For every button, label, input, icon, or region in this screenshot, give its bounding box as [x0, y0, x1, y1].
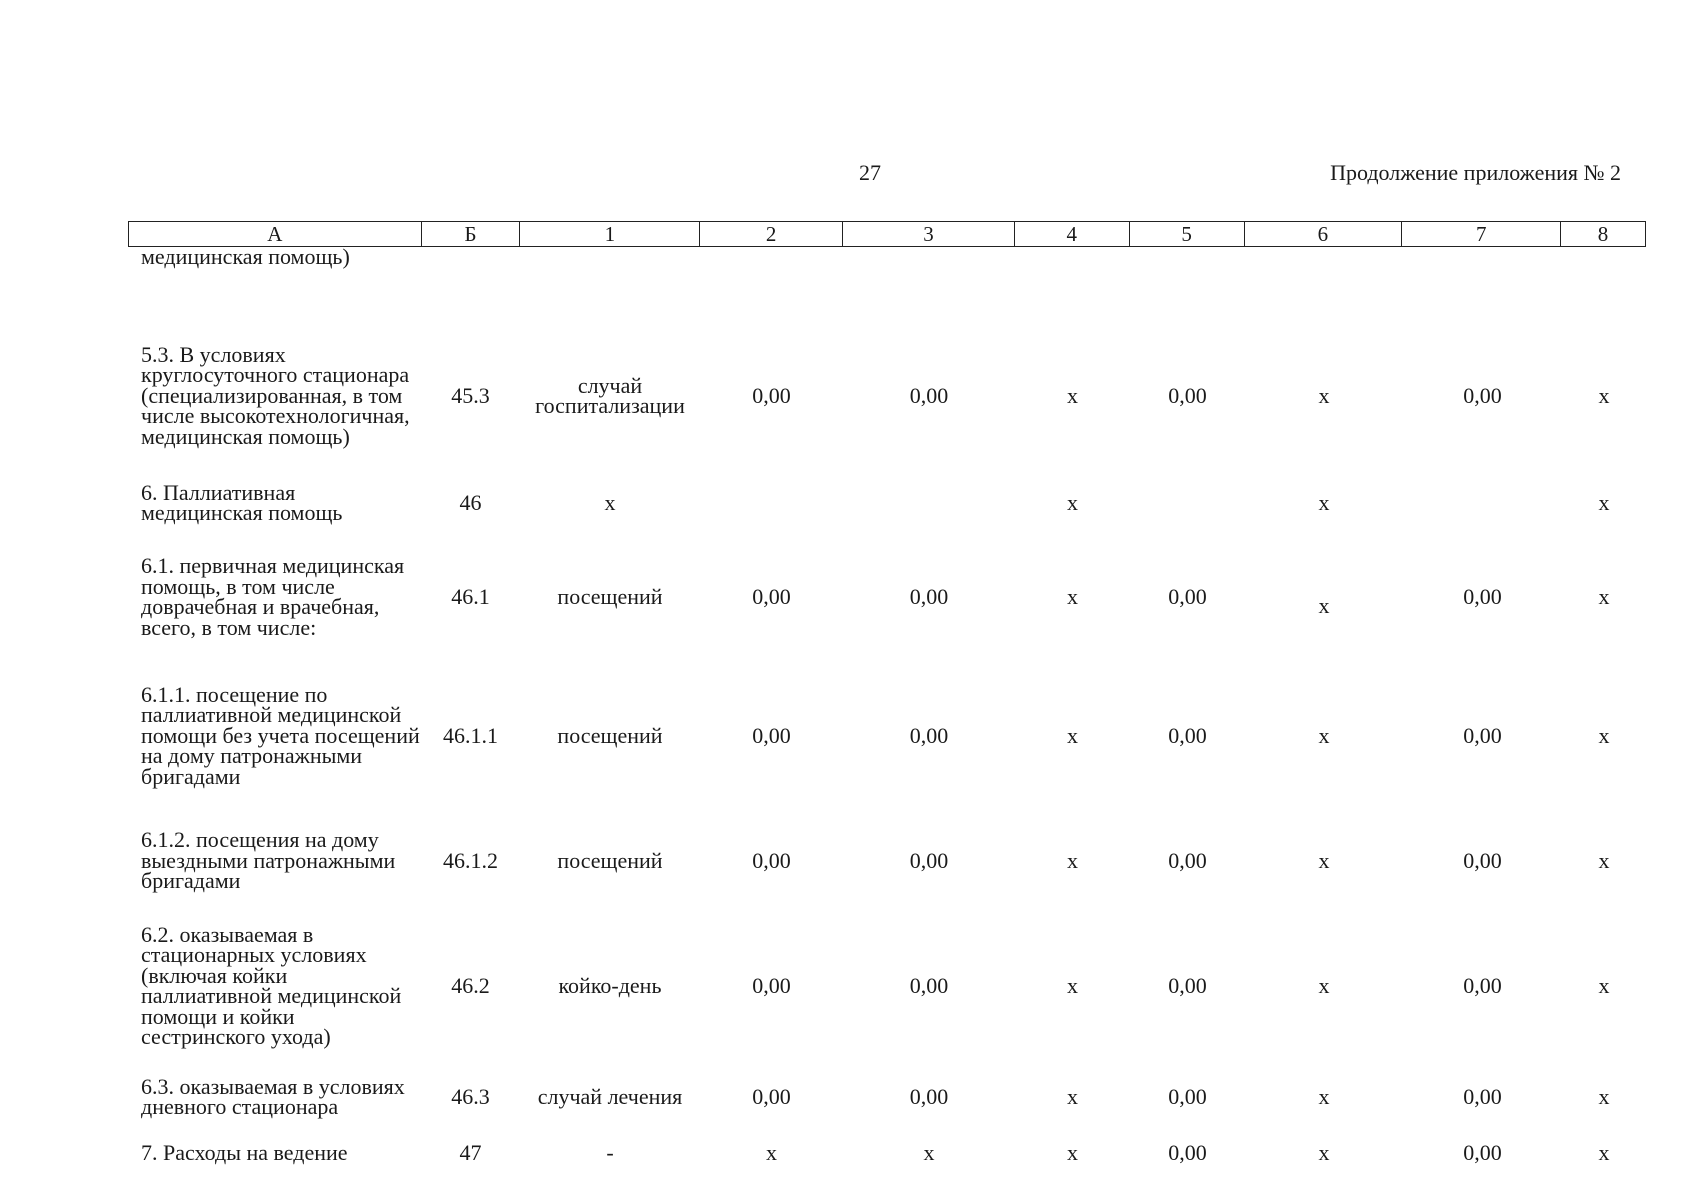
cell-col-6: х	[1318, 722, 1330, 748]
row-code: 46.1.1	[443, 722, 498, 748]
cell-col-2: 0,00	[752, 382, 791, 408]
cell-col-2: 0,00	[752, 583, 791, 609]
row-label: 5.3. В условиях круглосуточного стационара (специализированная, в том числе высокотехнологичная, медицинская помощь)	[141, 341, 410, 449]
cell-col-2: 0,00	[752, 722, 791, 748]
row-label: 6.1.2. посещения на дому выездными патронажными бригадами	[141, 827, 396, 894]
column-header-b: Б	[422, 222, 521, 246]
cell-col-3: 0,00	[909, 722, 949, 748]
row-unit: х	[604, 489, 616, 515]
cell-col-8: х	[1598, 1083, 1610, 1109]
cell-col-2: 0,00	[752, 1083, 791, 1109]
row-unit: случай лечения	[537, 1083, 683, 1109]
cell-col-6: х	[1318, 1139, 1330, 1165]
cell-col-3: 0,00	[909, 972, 949, 998]
column-header-3: 3	[843, 222, 1015, 246]
cell-col-7: 0,00	[1463, 382, 1502, 408]
table-row	[128, 1132, 1646, 1174]
cell-col-8: х	[1598, 722, 1610, 748]
cell-col-8: х	[1598, 972, 1610, 998]
cell-col-3: х	[923, 1139, 935, 1165]
row-unit: посещений	[557, 847, 663, 873]
cell-col-6: х	[1318, 1083, 1330, 1109]
cell-col-2: х	[766, 1139, 777, 1165]
cell-col-5: 0,00	[1168, 972, 1207, 998]
table-row	[128, 660, 1646, 812]
cell-col-6: х	[1318, 489, 1330, 515]
cell-col-5: 0,00	[1168, 722, 1207, 748]
cell-col-7: 0,00	[1463, 722, 1502, 748]
row-unit: случай госпитализации	[535, 372, 685, 418]
cell-col-5: 0,00	[1168, 583, 1207, 609]
row-code: 46	[459, 489, 482, 515]
row-label: 6.1.1. посещение по паллиативной медицинской помощи без учета посещений на дому патронажными бригадами	[141, 681, 420, 789]
cell-col-3: 0,00	[909, 1083, 949, 1109]
column-header-1: 1	[520, 222, 700, 246]
row-code: 46.3	[451, 1083, 490, 1109]
column-header-5: 5	[1130, 222, 1245, 246]
row-label: 6.3. оказываемая в условиях дневного стационара	[141, 1073, 405, 1119]
cell-col-4: х	[1067, 847, 1078, 873]
table-header-row	[128, 221, 1646, 247]
column-header-6: 6	[1245, 222, 1403, 246]
cell-col-4: х	[1067, 583, 1078, 609]
row-code: 47	[459, 1139, 482, 1165]
row-label: 6.1. первичная медицинская помощь, в том числе доврачебная и врачебная, всего, в том числе:	[141, 553, 405, 640]
cell-col-4: х	[1067, 972, 1078, 998]
cell-col-6: х	[1318, 592, 1330, 618]
column-header-8: 8	[1597, 222, 1609, 246]
row-unit: -	[606, 1139, 614, 1165]
cell-col-7: 0,00	[1463, 1139, 1502, 1165]
row-unit: посещений	[557, 722, 663, 748]
table-body	[128, 320, 1646, 1174]
cell-col-5: 0,00	[1168, 1083, 1207, 1109]
table-row	[128, 910, 1646, 1062]
table-row	[128, 1062, 1646, 1132]
table-row	[128, 320, 1646, 472]
row-label: 7. Расходы на ведение	[141, 1139, 348, 1165]
cell-col-5: 0,00	[1168, 382, 1207, 408]
column-header-7: 7	[1402, 222, 1561, 246]
cell-col-2: 0,00	[752, 847, 791, 873]
continuation-title: Продолжение приложения № 2	[1330, 160, 1621, 185]
cell-col-4: х	[1067, 722, 1078, 748]
row-label: 6.2. оказываемая в стационарных условиях (включая койки паллиативной медицинской помощи и койки сестринского ухода)	[141, 921, 402, 1049]
cell-col-3: 0,00	[909, 847, 949, 873]
row-code: 46.1.2	[443, 847, 498, 873]
row-code: 45.3	[451, 382, 490, 408]
cell-col-6: х	[1318, 847, 1330, 873]
table-row	[128, 534, 1646, 660]
table-row	[128, 472, 1646, 534]
page-number: 27	[859, 160, 881, 185]
continued-row-text: медицинская помощь)	[141, 244, 350, 269]
column-header-2: 2	[700, 222, 843, 246]
cell-col-8: х	[1598, 382, 1610, 408]
cell-col-4: х	[1067, 1139, 1078, 1165]
cell-col-5: 0,00	[1168, 1139, 1207, 1165]
cell-col-3: 0,00	[909, 382, 949, 408]
cell-col-8: х	[1598, 1139, 1610, 1165]
cell-col-7: 0,00	[1463, 972, 1502, 998]
row-label: 6. Паллиативная медицинская помощь	[141, 479, 343, 525]
cell-col-5: 0,00	[1168, 847, 1207, 873]
cell-col-3: 0,00	[909, 583, 949, 609]
cell-col-2: 0,00	[752, 972, 791, 998]
cell-col-4: х	[1067, 1083, 1078, 1109]
cell-col-8: х	[1598, 847, 1610, 873]
table-row	[128, 812, 1646, 910]
cell-col-6: х	[1318, 972, 1330, 998]
cell-col-4: х	[1067, 489, 1078, 515]
column-header-a: А	[129, 222, 422, 246]
cell-col-8: х	[1598, 583, 1610, 609]
row-code: 46.2	[451, 972, 490, 998]
row-code: 46.1	[451, 583, 490, 609]
cell-col-4: х	[1067, 382, 1078, 408]
column-header-4: 4	[1015, 222, 1130, 246]
cell-col-7: 0,00	[1463, 583, 1502, 609]
row-unit: койко-день	[558, 972, 662, 998]
cell-col-6: х	[1318, 382, 1330, 408]
cell-col-8: х	[1598, 489, 1610, 515]
cell-col-7: 0,00	[1463, 1083, 1502, 1109]
cell-col-7: 0,00	[1463, 847, 1502, 873]
row-unit: посещений	[557, 583, 663, 609]
